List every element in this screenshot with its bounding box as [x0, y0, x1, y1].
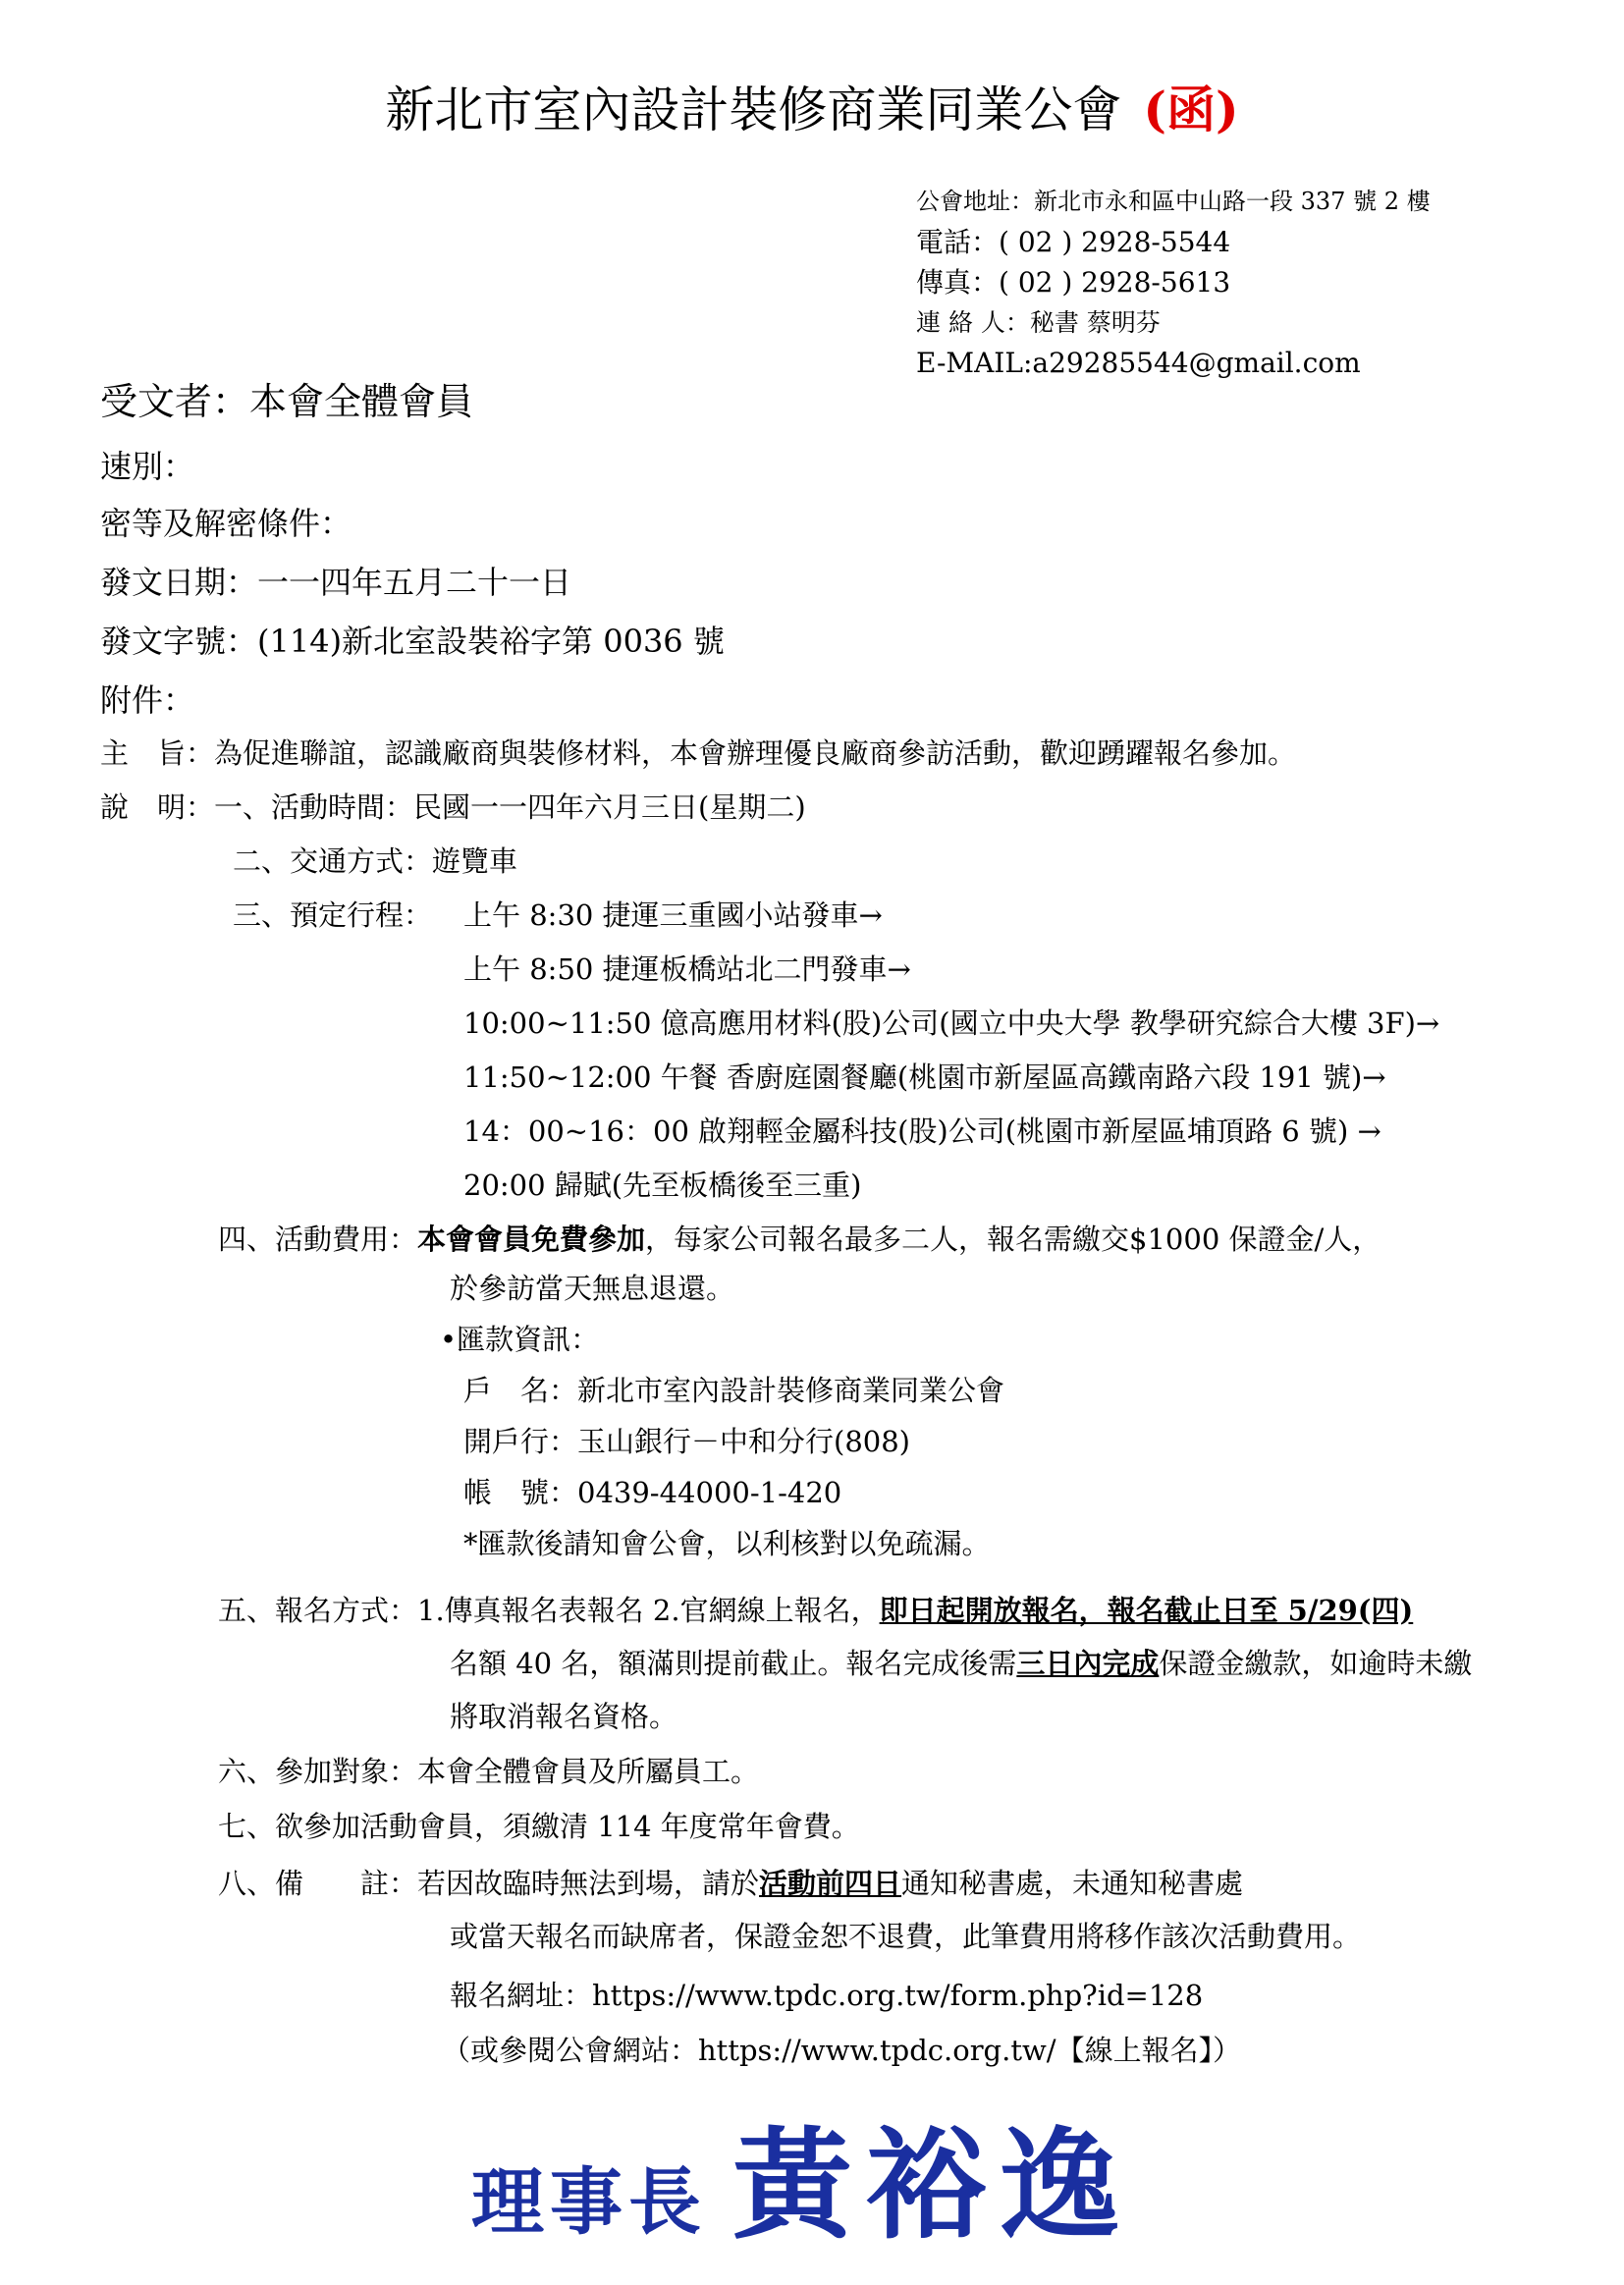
registration-cancel-note: 將取消報名資格。 — [450, 1700, 678, 1733]
attachment-field: 附件： — [100, 681, 195, 719]
subject-label: 主 旨： — [100, 736, 215, 770]
remarks-deadline: 活動前四日 — [759, 1867, 902, 1900]
subject-text: 為促進聯誼，認識廠商與裝修材料，本會辦理優良廠商參訪活動，歡迎踴躍報名參加。 — [214, 736, 1297, 770]
remarks-line-2: 或當天報名而缺席者，保證金恕不退費，此筆費用將移作該次活動費用。 — [450, 1920, 1362, 1953]
fee-label: 四、活動費用： — [218, 1223, 418, 1256]
item-remarks — [218, 1862, 1243, 1902]
remit-title: •匯款資訊： — [440, 1323, 600, 1356]
remit-bank: 開戶行：玉山銀行－中和分行(808) — [463, 1425, 910, 1458]
registration-methods: 1.傳真報名表報名 2.官網線上報名， — [417, 1594, 880, 1627]
itinerary-line: 14：00~16：00 啟翔輕金屬科技(股)公司(桃園市新屋區埔頂路 6 號) → — [463, 1115, 1381, 1148]
itinerary-line: 上午 8:50 捷運板橋站北二門發車→ — [463, 952, 911, 986]
fee-details: ，每家公司報名最多二人，報名需繳交$1000 保證金/人， — [645, 1223, 1381, 1256]
remit-note: *匯款後請知會公會，以利核對以免疏漏。 — [463, 1527, 991, 1560]
item-transport: 二、交通方式：遊覽車 — [233, 844, 518, 878]
registration-quota — [450, 1642, 1472, 1682]
item-participants: 六、參加對象：本會全體會員及所屬員工。 — [218, 1755, 760, 1788]
signature-role: 理事長 — [471, 2160, 707, 2245]
itinerary-line: 10:00~11:50 億高應用材料(股)公司(國立中央大學 教學研究綜合大樓 3F)→ — [463, 1006, 1440, 1040]
signature-name: 黃裕逸 — [732, 2114, 1133, 2256]
contact-address: 公會地址：新北市永和區中山路一段 337 號 2 樓 — [916, 188, 1431, 215]
item-membership-fee: 七、欲參加活動會員，須繳清 114 年度常年會費。 — [218, 1810, 860, 1843]
explanation-line-1 — [100, 786, 806, 826]
contact-person: 連 絡 人：秘書 蔡明芬 — [916, 308, 1161, 337]
item-itinerary-label: 三、預定行程： — [233, 898, 433, 932]
fee-refund-note: 於參訪當天無息退還。 — [450, 1272, 735, 1305]
itinerary-line: 11:50~12:00 午餐 香廚庭園餐廳(桃園市新屋區高鐵南路六段 191 號)→ — [463, 1061, 1386, 1094]
remarks-text-2: 通知秘書處，未通知秘書處 — [901, 1867, 1244, 1900]
explanation-label: 說 明： — [100, 790, 215, 824]
contact-fax: 傳真：( 02 ) 2928-5613 — [916, 266, 1231, 299]
chairman-signature — [471, 2090, 1133, 2256]
subject-line — [100, 732, 1296, 772]
doc-number-field: 發文字號：(114)新北室設裝裕字第 0036 號 — [100, 623, 725, 660]
remit-account-number: 帳 號：0439-44000-1-420 — [463, 1476, 842, 1509]
registration-label: 五、報名方式： — [218, 1594, 418, 1627]
item-activity-time: 一、活動時間：民國一一四年六月三日(星期二) — [214, 790, 806, 824]
contact-block — [916, 182, 1431, 383]
secrecy-field: 密等及解密條件： — [100, 505, 352, 542]
document-title — [0, 71, 1624, 141]
quota-text: 名額 40 名，額滿則提前截止。報名完成後需 — [450, 1647, 1017, 1680]
registration-deadline: 即日起開放報名，報名截止日至 5/29(四) — [879, 1594, 1414, 1627]
item-fee — [218, 1218, 1380, 1258]
itinerary-line: 20:00 歸賦(先至板橋後至三重) — [463, 1169, 862, 1202]
org-name: 新北市室內設計裝修商業同業公會 — [385, 82, 1122, 138]
remit-account-name: 戶 名：新北市室內設計裝修商業同業公會 — [463, 1374, 1005, 1407]
contact-phone: 電話：( 02 ) 2928-5544 — [916, 226, 1231, 258]
remarks-label: 八、備 註： — [218, 1867, 418, 1900]
signup-url[interactable]: 報名網址：https://www.tpdc.org.tw/form.php?id=128 — [450, 1979, 1204, 2012]
fee-free-emphasis: 本會會員免費參加 — [417, 1223, 646, 1256]
contact-email: E-MAIL:a29285544@gmail.com — [916, 347, 1361, 379]
payment-deadline: 三日內完成 — [1016, 1647, 1160, 1680]
doc-type-tag: (函) — [1143, 81, 1239, 138]
site-reference[interactable]: （或參閱公會網站：https://www.tpdc.org.tw/【線上報名】） — [442, 2034, 1242, 2067]
recipient: 受文者：本會全體會員 — [100, 380, 474, 423]
date-field: 發文日期：一一四年五月二十一日 — [100, 564, 572, 601]
item-registration — [218, 1589, 1413, 1629]
payment-text: 保證金繳款，如逾時未繳 — [1159, 1647, 1473, 1680]
itinerary-line: 上午 8:30 捷運三重國小站發車→ — [463, 898, 883, 932]
remarks-text: 若因故臨時無法到場，請於 — [417, 1867, 760, 1900]
speed-field: 速別： — [100, 448, 195, 485]
